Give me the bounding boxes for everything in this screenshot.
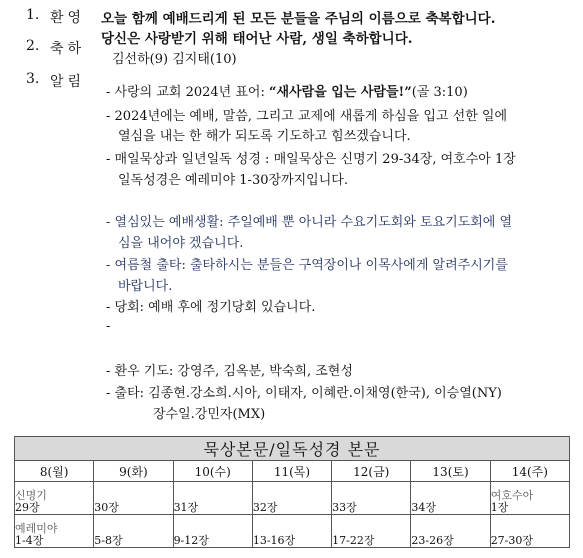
- cell-book: 여호수아: [490, 489, 534, 502]
- notice-line-6: - 열심있는 예배생활: 주일예배 뿐 아니라 수요기도회와 토요기도회에 열: [106, 215, 513, 230]
- notice-line-10: - 당회: 예배 후에 정기당회 있습니다.: [106, 300, 316, 315]
- reading-cell: [332, 515, 411, 548]
- birthday-message: 당신은 사랑받기 위해 태어난 사람, 생일 축하합니다.: [101, 31, 413, 47]
- cell-chapter: 17-22장: [332, 534, 375, 547]
- reading-cell: [490, 515, 569, 548]
- meditation-cell: [15, 482, 94, 515]
- reading-cell: [94, 515, 173, 548]
- cell-chapter: 27-30장: [490, 534, 534, 547]
- notice-travel: - 출타: 김종현.강소희.시아, 이태자, 이혜란.이채영(한국), 이승열(NY): [106, 386, 502, 401]
- section-3-number: 3.: [26, 71, 40, 87]
- birthday-names: 김선하(9) 김지태(10): [112, 52, 237, 67]
- meditation-cell: [252, 482, 331, 515]
- notice-line-8: - 여름철 출타: 출타하시는 분들은 구역장이나 이목사에게 알려주시기를: [106, 258, 508, 273]
- day-header: 13(토): [411, 461, 490, 482]
- day-header: 12(금): [332, 461, 411, 482]
- cell-chapter: 13-16장: [252, 534, 296, 547]
- notice-line-9: 바랍니다.: [118, 279, 173, 294]
- notice-motto: [106, 81, 468, 100]
- notice-line-7: 심을 내어야 겠습니다.: [118, 236, 244, 251]
- cell-chapter: 1-4장: [15, 534, 44, 547]
- notice-line-2: - 2024년에는 예배, 말씀, 그리고 교제에 새롭게 하심을 입고 선한 일에: [106, 109, 508, 124]
- cell-chapter: 32장: [252, 501, 278, 514]
- cell-chapter: 1장: [490, 501, 509, 514]
- bible-reading-row: [15, 515, 570, 548]
- meditation-cell: [94, 482, 173, 515]
- cell-chapter: 33장: [332, 501, 357, 514]
- day-header: 9(화): [94, 461, 173, 482]
- day-header: 11(목): [252, 461, 331, 482]
- notice-motto-quote: “새사람을 입는 사람들!”: [268, 85, 412, 100]
- section-3-title: 알림: [50, 74, 86, 90]
- notice-motto-prefix: - 사랑의 교회 2024년 표어:: [106, 85, 269, 100]
- welcome-text: 오늘 함께 예배드리게 된 모든 분들을 주님의 이름으로 축복합니다.: [101, 11, 496, 27]
- meditation-cell: [332, 482, 411, 515]
- cell-chapter: 23-26장: [411, 534, 454, 547]
- notice-prayer: - 환우 기도: 강영주, 김옥분, 박숙희, 조현성: [106, 364, 353, 379]
- section-2-number: 2.: [26, 38, 40, 54]
- day-header: 14(주): [490, 461, 569, 482]
- cell-chapter: 9-12장: [173, 534, 209, 547]
- reading-cell: [173, 515, 252, 548]
- meditation-cell: [490, 482, 569, 515]
- reading-cell: [252, 515, 331, 548]
- reading-cell: [411, 515, 490, 548]
- reading-table: [14, 436, 570, 548]
- notice-travel-cont: 장수일.강민자(MX): [153, 407, 266, 422]
- reading-cell: [15, 515, 94, 548]
- notice-line-3: 열심을 내는 한 해가 되도록 기도하고 힘쓰겠습니다.: [118, 129, 411, 144]
- notice-line-11: -: [106, 319, 111, 334]
- meditation-cell: [173, 482, 252, 515]
- notice-motto-ref: (골 3:10): [411, 85, 468, 100]
- day-header: 10(수): [173, 461, 252, 482]
- notice-line-4: - 매일묵상과 일년일독 성경 : 매일묵상은 신명기 29-34장, 여호수아 1장: [106, 152, 516, 167]
- cell-chapter: 29장: [15, 501, 40, 514]
- section-1-number: 1.: [26, 7, 40, 23]
- cell-chapter: 5-8장: [94, 534, 123, 547]
- notice-line-5: 일독성경은 예레미야 1-30장까지입니다.: [118, 173, 348, 188]
- cell-book: 예레미야: [15, 522, 58, 535]
- reading-table-caption: 묵상본문/일독성경 본문: [15, 437, 570, 461]
- section-2-title: 축하: [50, 41, 86, 57]
- meditation-cell: [411, 482, 490, 515]
- day-header: 8(월): [15, 461, 94, 482]
- cell-book: 신명기: [15, 489, 47, 502]
- cell-chapter: 30장: [94, 501, 119, 514]
- cell-chapter: 31장: [173, 501, 199, 514]
- section-1-title: 환영: [50, 10, 86, 26]
- meditation-row: [15, 482, 570, 515]
- cell-chapter: 34장: [411, 501, 437, 514]
